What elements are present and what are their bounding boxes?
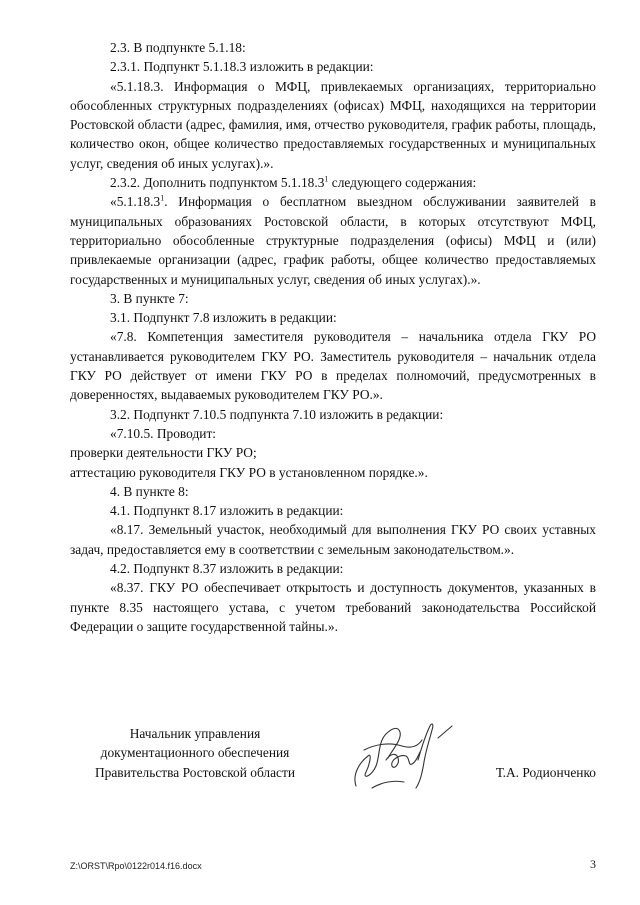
signature-block (70, 724, 596, 794)
paragraph: 2.3.1. Подпункт 5.1.18.3 изложить в редакции: (110, 59, 374, 75)
handwritten-signature-icon (342, 716, 462, 796)
paragraph: 2.3. В подпункте 5.1.18: (110, 40, 246, 55)
superscript: 1 (324, 174, 329, 184)
paragraph: аттестацию руководителя ГКУ РО в установленном порядке.». (70, 464, 428, 480)
paragraph: 4.1. Подпункт 8.17 изложить в редакции: (110, 503, 344, 519)
document-body (70, 38, 596, 636)
paragraph: 4. В пункте 8: (110, 483, 189, 499)
paragraph: «8.37. ГКУ РО обеспечивает открытость и доступность документов, указанных в пункте 8.35 настоящего устава, с учетом требований законодательства Российской Федерации о защите государственной тайны.». (70, 580, 596, 634)
paragraph: «7.8. Компетенция заместителя руководителя – начальника отдела ГКУ РО устанавливается руководителем ГКУ РО. Заместитель руководителя – начальник отдела ГКУ РО действует от имени ГКУ РО в пределах полномочий, предусмотренных в доверенностях, выдаваемых руководителем ГКУ РО.». (70, 329, 596, 403)
paragraph: 3. В пункте 7: (110, 290, 189, 306)
paragraph-text: следующего содержания: (328, 175, 477, 191)
signer-position-line: документационного обеспечения (100, 745, 290, 761)
paragraph: «7.10.5. Проводит: (110, 425, 217, 441)
paragraph: «8.17. Земельный участок, необходимый для выполнения ГКУ РО своих уставных задач, предоставляется ему в соответствии с земельным законодательством.». (70, 522, 596, 557)
signer-position-line: Правительства Ростовской области (94, 764, 296, 780)
paragraph: проверки деятельности ГКУ РО; (70, 445, 257, 461)
paragraph-text: «5.1.18.3 (110, 194, 161, 210)
paragraph: 3.2. Подпункт 7.10.5 подпункта 7.10 изложить в редакции: (110, 406, 444, 422)
signer-position-line: Начальник управления (129, 726, 261, 741)
paragraph (70, 192, 596, 288)
footer-file-path: Z:\ORST\Rpo\0122r014.f16.docx (70, 861, 202, 871)
paragraph: «5.1.18.3. Информация о МФЦ, привлекаемых организациях, территориально обособленных структурных подразделениях (офисах) МФЦ, находящихся на территории Ростовской области (адрес, фамилия, имя, отчество руководителя, график работы, площадь, количество окон, общее количество предоставляемых государственных и муниципальных услуг, сведения об иных услугах).». (70, 78, 596, 171)
paragraph: 4.2. Подпункт 8.37 изложить в редакции: (110, 561, 344, 577)
paragraph: 3.1. Подпункт 7.8 изложить в редакции: (110, 310, 337, 326)
paragraph-text: 2.3.2. Дополнить подпунктом 5.1.18.3 (110, 175, 325, 191)
page-number: 3 (590, 857, 596, 871)
paragraph (70, 173, 596, 192)
signer-position (70, 724, 320, 782)
signer-name: Т.А. Родионченко (495, 764, 596, 780)
paragraph-text: . Информация о бесплатном выездном обслуживании заявителей в муниципальных образованиях Ростовской области, в которых отсутствуют МФЦ, территориально обособленные структурные подразделения (офисы) МФЦ и (или) привлекаемые организации (адрес, график работы, общее количество предоставляемых государственных и муниципальных услуг, сведения об иных услугах).». (70, 194, 596, 287)
superscript: 1 (160, 193, 165, 203)
